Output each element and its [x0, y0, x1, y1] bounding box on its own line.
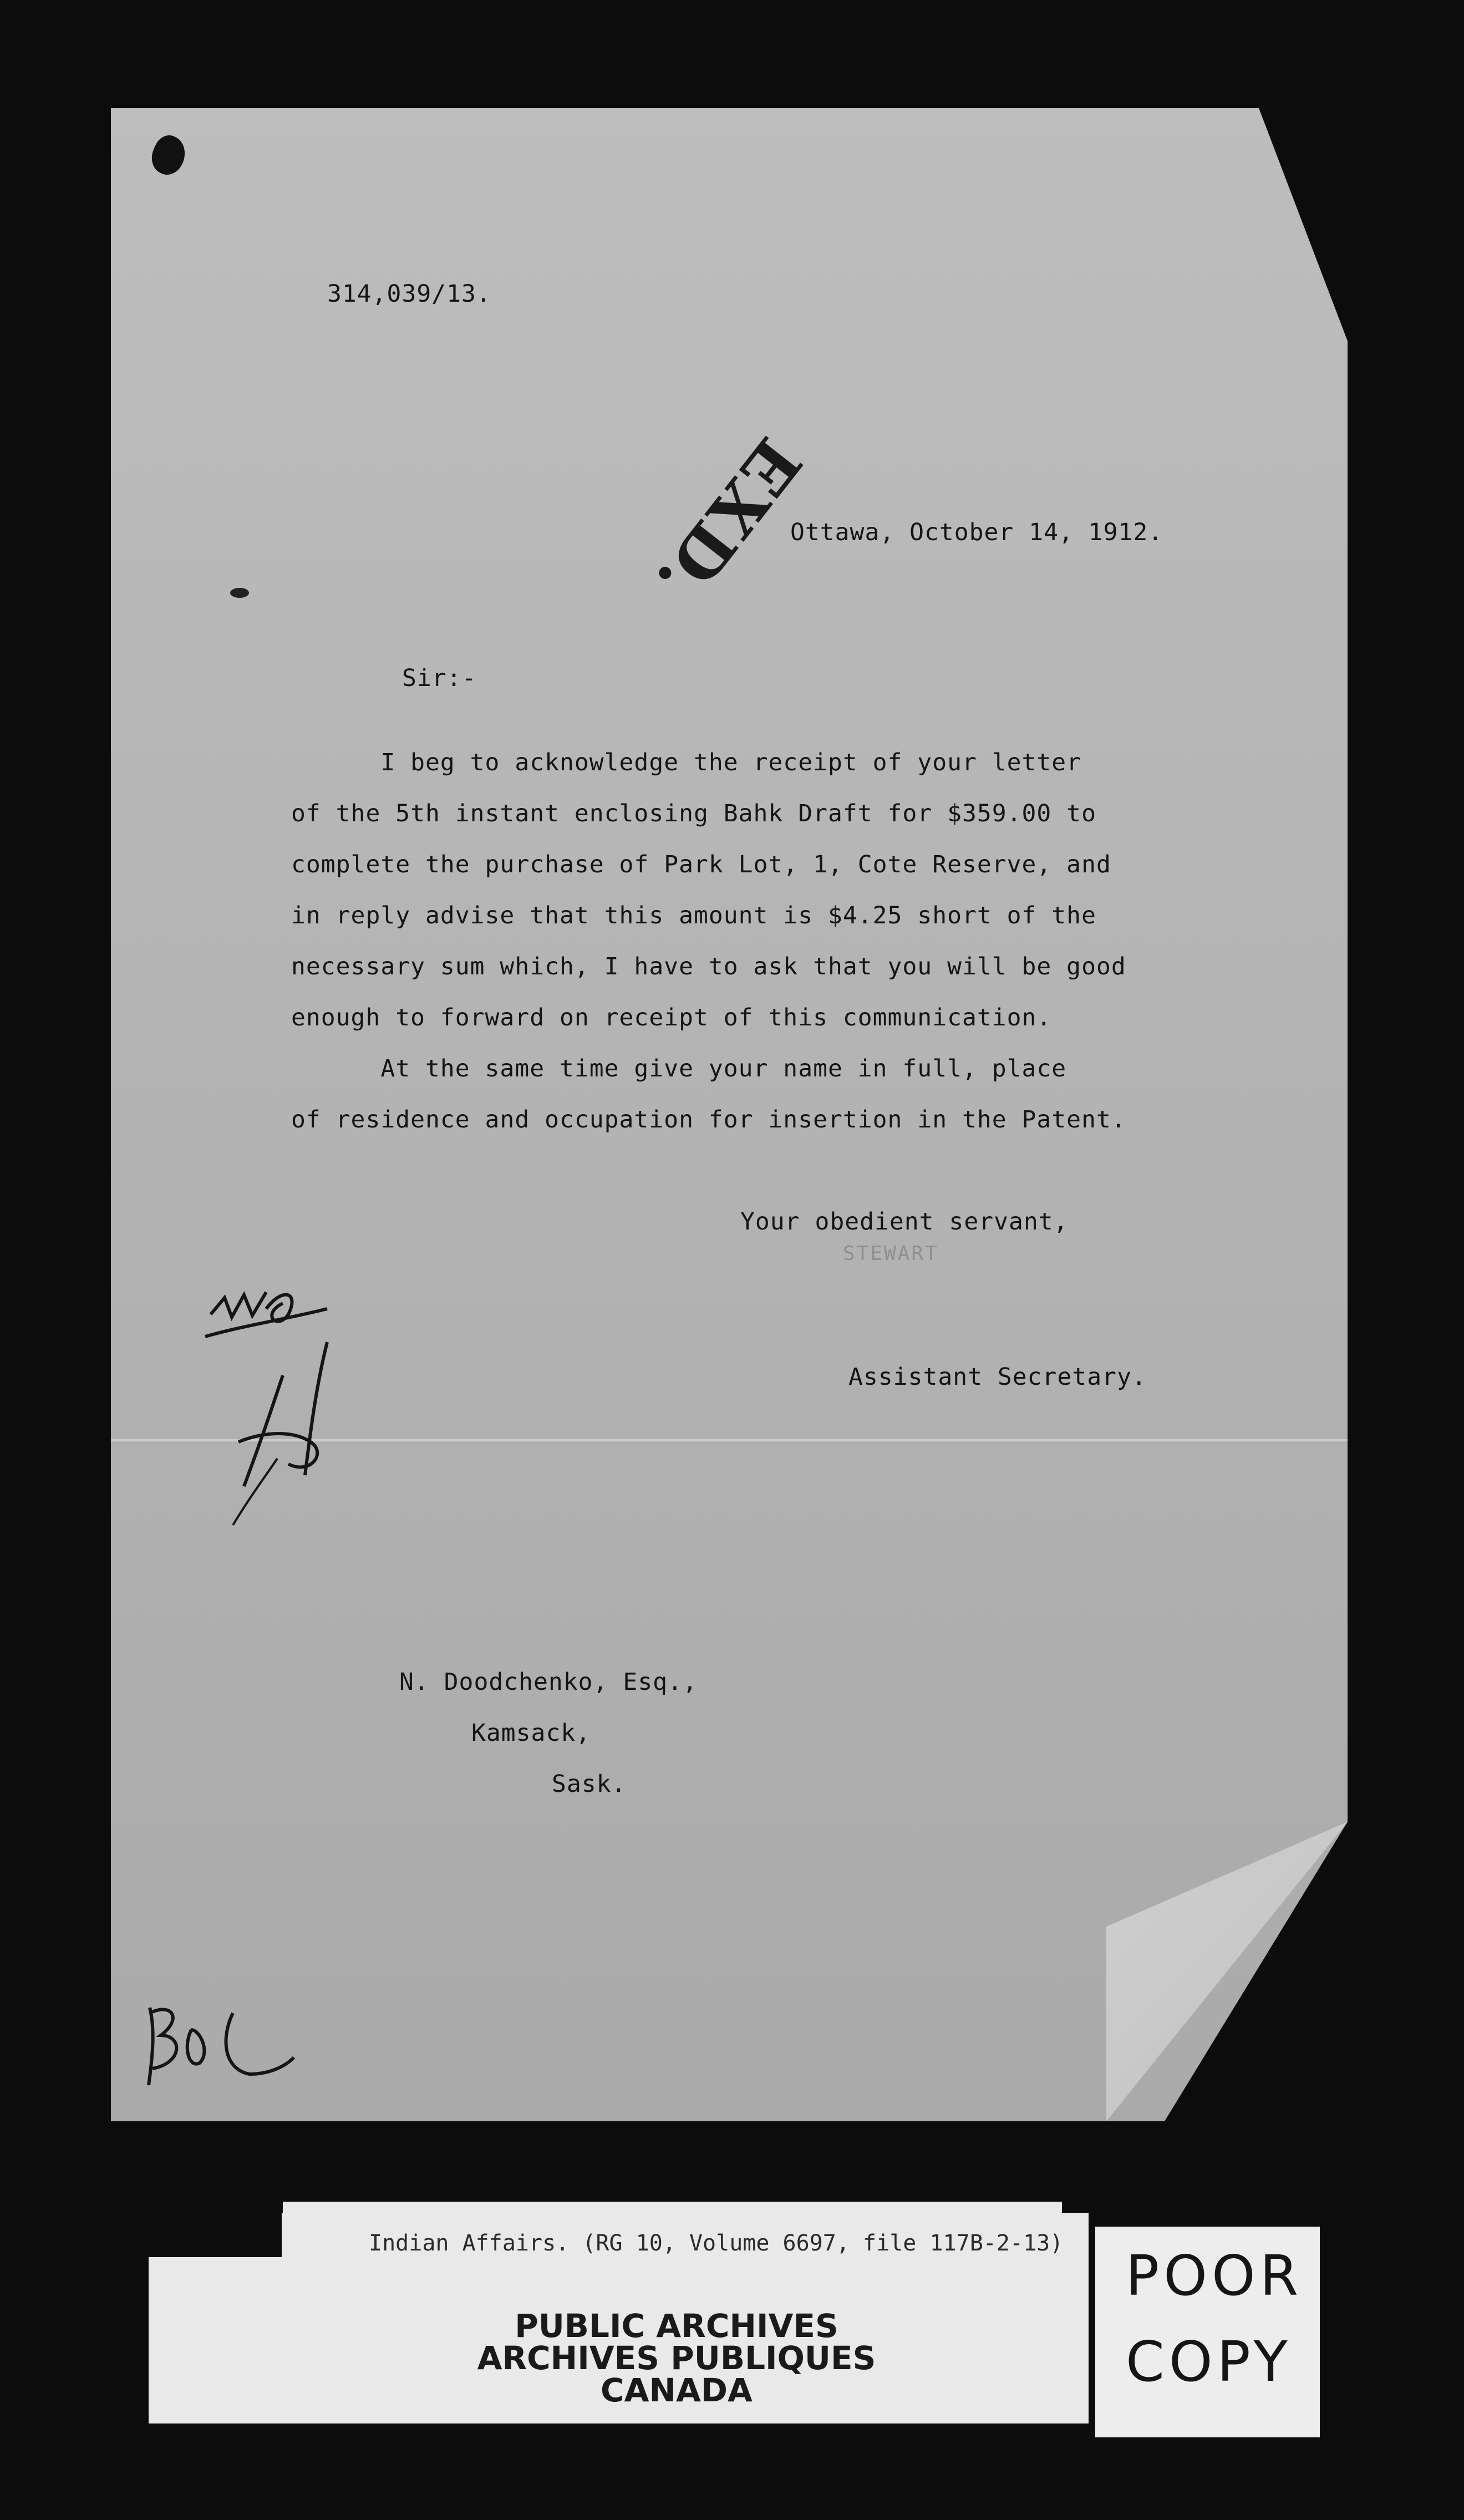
- body-line: of residence and occupation for insertion in the Patent.: [291, 1106, 1126, 1134]
- file-number: 314,039/13.: [327, 280, 491, 308]
- signature-stamp: STEWART: [843, 1242, 939, 1265]
- body-line: complete the purchase of Park Lot, 1, Cote Reserve, and: [291, 851, 1111, 878]
- closing: Your obedient servant,: [740, 1208, 1069, 1236]
- addressee-town: Kamsack,: [471, 1719, 591, 1747]
- archives-line-english: PUBLIC ARCHIVES: [515, 2307, 838, 2345]
- label-notch: [149, 2213, 282, 2257]
- dateline: Ottawa, October 14, 1912.: [790, 519, 1163, 546]
- archives-line-french: ARCHIVES PUBLIQUES: [477, 2339, 876, 2377]
- body-line: I beg to acknowledge the receipt of your letter: [291, 749, 1082, 776]
- ink-speck: [230, 588, 249, 598]
- body-line: necessary sum which, I have to ask that you will be good: [291, 953, 1126, 980]
- signature-title: Assistant Secretary.: [848, 1363, 1147, 1391]
- salutation: Sir:-: [402, 664, 477, 692]
- body-line: enough to forward on receipt of this communication.: [291, 1004, 1052, 1032]
- archive-caption: Indian Affairs. (RG 10, Volume 6697, file 117B-2-13): [369, 2231, 1064, 2256]
- margin-note-handwriting: [139, 1996, 305, 2091]
- archives-line-country: CANADA: [601, 2371, 753, 2409]
- body-line: At the same time give your name in full, place: [291, 1055, 1067, 1083]
- body-line: of the 5th instant enclosing Bahk Draft for $359.00 to: [291, 800, 1096, 827]
- exd-stamp: EXD.: [640, 424, 816, 618]
- poor-copy-line-2: COPY: [1126, 2329, 1292, 2394]
- folded-corner: [1106, 1822, 1348, 2121]
- body-line: in reply advise that this amount is $4.25 short of the: [291, 902, 1096, 929]
- handwritten-initials: [200, 1264, 377, 1531]
- addressee-name: N. Doodchenko, Esq.,: [399, 1668, 698, 1696]
- poor-copy-line-1: POOR: [1126, 2243, 1303, 2308]
- addressee-province: Sask.: [552, 1770, 627, 1798]
- archives-title-block: [433, 2307, 921, 2409]
